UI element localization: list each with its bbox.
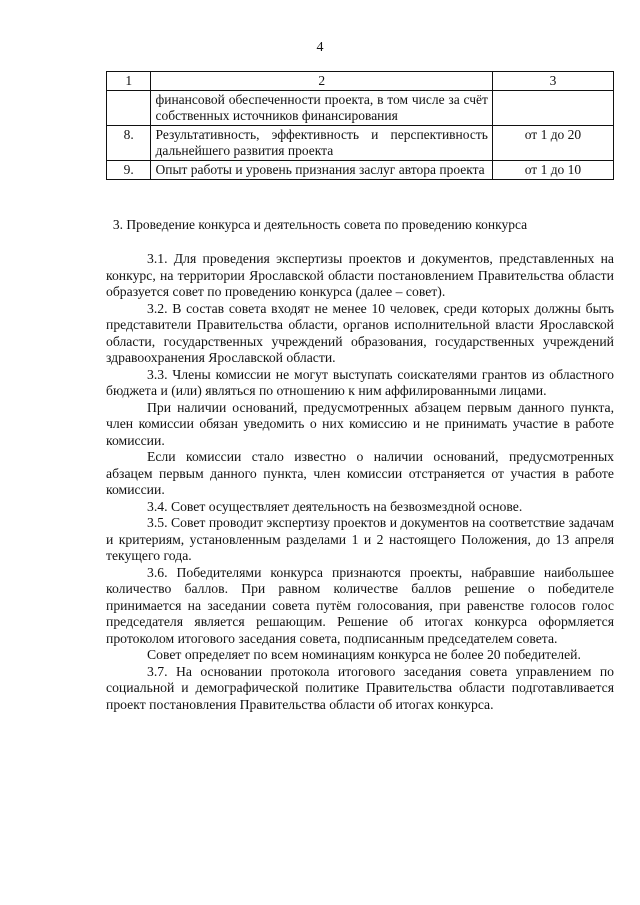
paragraph-3-7: 3.7. На основании протокола итогового заседания совета управлением по социальной и демографической политике Правительства области подготавливается проект постановления Правительства области об итогах конкурса. [106, 663, 614, 712]
row-criterion: финансовой обеспеченности проекта, в том числе за счёт собственных источников финансирования [151, 91, 492, 126]
table-row [107, 126, 614, 161]
paragraph-3-6: 3.6. Победителями конкурса признаются проекты, набравшие наибольшее количество баллов. При равном количестве баллов решение о победителе принимается на заседании совета путём голосования, при равенстве голосов голос председателя является решающим. Решение об итогах конкурса оформляется протоколом итогового заседания совета, подписанным председателем совета. [106, 564, 614, 646]
page-number: 4 [316, 40, 324, 55]
table-row [107, 91, 614, 126]
row-score: от 1 до 20 [492, 126, 613, 161]
paragraph-3-3: 3.3. Члены комиссии не могут выступать соискателями грантов из областного бюджета и (или) являться по отношению к ним аффилированными лицами. [106, 366, 614, 398]
paragraph-3-4: 3.4. Совет осуществляет деятельность на безвозмездной основе. [147, 498, 523, 514]
criteria-table [106, 71, 614, 180]
body-text [106, 251, 614, 713]
row-score: от 1 до 10 [492, 161, 613, 180]
table-header-cell: 3 [492, 72, 613, 91]
table-header-cell: 1 [107, 72, 151, 91]
paragraph-3-1: 3.1. Для проведения экспертизы проектов и документов, представленных на конкурс, на территории Ярославской области постановлением Правительства области образуется совет по проведению конкурса (далее – совет). [106, 251, 614, 299]
paragraph-3-2: 3.2. В состав совета входят не менее 10 человек, среди которых должны быть представители Правительства области, органов исполнительной власти Ярославской области, государственных учреждений образования, государственных учреждений здравоохранения Ярославской области. [106, 300, 614, 365]
row-score [492, 91, 613, 126]
row-number: 9. [107, 161, 151, 180]
paragraph-3-3-notice: При наличии оснований, предусмотренных абзацем первым данного пункта, член комиссии обязан уведомить о них комиссию и не принимать участие в работе комиссии. [106, 399, 614, 448]
table-header-cell: 2 [151, 72, 492, 91]
paragraph-3-5: 3.5. Совет проводит экспертизу проектов и документов на соответствие задачам и критериям, установленным разделами 1 и 2 настоящего Положения, до 13 апреля текущего года. [106, 515, 614, 563]
row-number [107, 91, 151, 126]
table-row [107, 161, 614, 180]
section-heading: 3. Проведение конкурса и деятельность совета по проведению конкурса [112, 217, 528, 232]
paragraph-3-6-winners: Совет определяет по всем номинациям конкурса не более 20 победителей. [147, 647, 581, 662]
table-header-row [107, 72, 614, 91]
paragraph-3-3-removal: Если комиссии стало известно о наличии оснований, предусмотренных абзацем первым данного пункта, член комиссии отстраняется от участия в работе комиссии. [106, 449, 614, 497]
row-criterion: Результативность, эффективность и перспективность дальнейшего развития проекта [151, 126, 492, 161]
row-number: 8. [107, 126, 151, 161]
row-criterion: Опыт работы и уровень признания заслуг автора проекта [151, 161, 492, 180]
